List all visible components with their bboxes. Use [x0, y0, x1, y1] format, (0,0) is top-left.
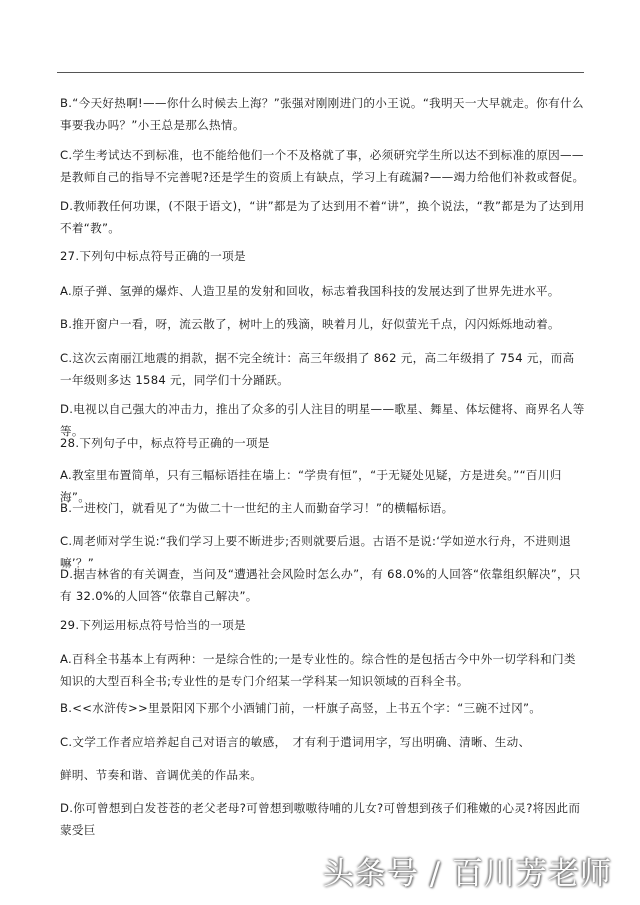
question-27-title: 27.下列句中标点符号正确的一项是 — [60, 249, 246, 263]
watermark: 头条号 / 百川芳老师 — [322, 856, 612, 892]
q28-option-d: D.据吉林省的有关调查，当问及“遭遇社会风险时怎么办”，有 68.0%的人回答“依靠组织解决”，只有 32.0%的人回答“依靠自己解决”。 — [60, 567, 581, 603]
option-c-paragraph: C.学生考试达不到标准，也不能给他们一个不及格就了事，必须研究学生所以达不到标准的原因——是教师自己的指导不完善呢?还是学生的资质上有缺点，学习上有疏漏?——竭力给他们补救或督促。 — [60, 148, 585, 184]
q28-option-a: A.教室里布置简单，只有三幅标语挂在墙上：“学贵有恒”，“于无疑处见疑，方是进矣。”“百川归海”。 — [60, 468, 562, 504]
q29-option-c: C.文学工作者应培养起自己对语言的敏感， 才有利于遣词用字，写出明确、清晰、生动、 — [60, 735, 531, 749]
q29-option-c-continued: 鲜明、节奏和谐、音调优美的作品来。 — [60, 768, 263, 782]
question-29-title: 29.下列运用标点符号恰当的一项是 — [60, 618, 246, 632]
header-rule — [57, 72, 584, 73]
q29-option-a: A.百科全书基本上有两种：一是综合性的;一是专业性的。综合性的是包括古今中外一切学科和门类知识的大型百科全书;专业性的是专门介绍某一学科某一知识领域的百科全书。 — [60, 652, 576, 688]
q29-option-b: B.<<水浒传>>里景阳冈下那个小酒铺门前，一杆旗子高竖，上书五个字：“三碗不过冈”。 — [60, 701, 542, 715]
option-d-paragraph: D.教师教任何功课，(不限于语文)，“讲”都是为了达到用不着“讲”，换个说法，“教”都是为了达到用不着“教”。 — [60, 199, 585, 235]
q27-option-a: A.原子弹、氢弹的爆炸、人造卫星的发射和回收，标志着我国科技的发展达到了世界先进水平。 — [60, 284, 560, 298]
q27-option-c: C.这次云南丽江地震的捐款，据不完全统计：高三年级捐了 862 元，高二年级捐了 754 元，而高一年级则多达 1584 元，同学们十分踊跃。 — [60, 351, 575, 387]
question-28-title: 28.下列句子中，标点符号正确的一项是 — [60, 436, 270, 450]
q28-option-b: B.一进校门，就看见了“为做二十一世纪的主人而勤奋学习！”的横幅标语。 — [60, 501, 454, 515]
q27-option-b: B.推开窗户一看，呀，流云散了，树叶上的残滴，映着月儿，好似萤光千点，闪闪烁烁地动着。 — [60, 317, 560, 331]
option-b-paragraph: B.“今天好热啊!——你什么时候去上海？”张强对刚刚进门的小王说。“我明天一大早就走。你有什么事要我办吗？”小王总是那么热情。 — [60, 96, 584, 132]
q28-option-c: C.周老师对学生说:“我们学习上要不断进步;否则就要后退。古语不是说:‘学如逆水行舟，不进则退嘛’？” — [60, 534, 572, 570]
q29-option-d: D.你可曾想到白发苍苍的老父老母?可曾想到嗷嗷待哺的儿女?可曾想到孩子们稚嫩的心灵?将因此而蒙受巨 — [60, 801, 581, 837]
q27-option-d: D.电视以自己强大的冲击力，推出了众多的引人注目的明星——歌星、舞星、体坛健将、商界名人等等。 — [60, 402, 585, 438]
